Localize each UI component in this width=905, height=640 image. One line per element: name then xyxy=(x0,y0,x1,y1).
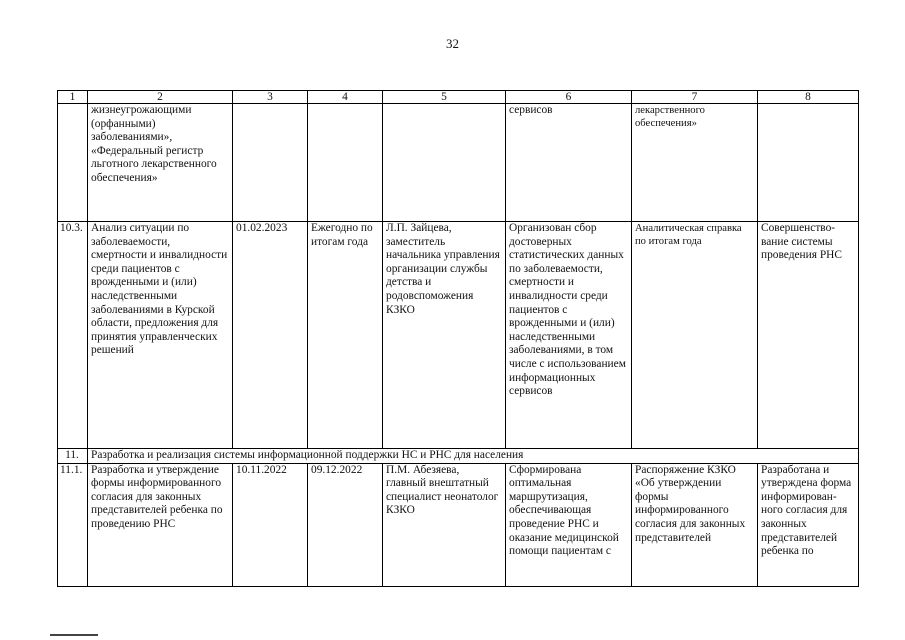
end-date-cell: 09.12.2022 xyxy=(308,463,383,586)
document-cell: Распоряжение КЗКО «Об утверждении формы информированного согласия для законных представителей xyxy=(632,463,758,586)
responsible-cell: Л.П. Зайцева, заместитель начальника управления организации службы детства и родовспоможения КЗКО xyxy=(383,222,506,449)
start-date-cell: 01.02.2023 xyxy=(233,222,308,449)
header-cell: 6 xyxy=(506,91,632,104)
event-cell: жизнеугрожающими (орфанными) заболеваниями», «Федеральный регистр льготного лекарственного обеспечения» xyxy=(88,104,233,222)
outcome-cell: Совершенство-вание системы проведения РНС xyxy=(758,222,859,449)
section-row xyxy=(58,449,859,464)
result-cell: Сформирована оптимальная маршрутизация, обеспечивающая проведение РНС и оказание медицинской помощи пациентам с xyxy=(506,463,632,586)
start-date-cell: 10.11.2022 xyxy=(233,463,308,586)
section-title: Разработка и реализация системы информационной поддержки НС и РНС для населения xyxy=(88,449,859,464)
document-cell: лекарственного обеспечения» xyxy=(632,104,758,222)
header-cell: 8 xyxy=(758,91,859,104)
section-number: 11. xyxy=(58,449,88,464)
end-date-cell xyxy=(308,104,383,222)
header-cell: 7 xyxy=(632,91,758,104)
header-cell: 1 xyxy=(58,91,88,104)
page-number: 32 xyxy=(446,36,459,51)
table-header-row xyxy=(58,91,859,104)
header-cell: 4 xyxy=(308,91,383,104)
table-row xyxy=(58,104,859,222)
plan-table xyxy=(57,90,859,587)
row-number: 10.3. xyxy=(58,222,88,449)
result-cell: Организован сбор достоверных статистических данных по заболеваемости, смертности и инвалидности среди пациентов с врожденными и (или) наследственными заболеваниями, в том числе с использованием информационных сервисов xyxy=(506,222,632,449)
row-number: 11.1. xyxy=(58,463,88,586)
event-cell: Разработка и утверждение формы информированного согласия для законных представителей ребенка по проведению РНС xyxy=(88,463,233,586)
outcome-cell xyxy=(758,104,859,222)
table-row xyxy=(58,222,859,449)
start-date-cell xyxy=(233,104,308,222)
footer-line xyxy=(50,634,98,636)
responsible-cell xyxy=(383,104,506,222)
header-cell: 3 xyxy=(233,91,308,104)
responsible-cell: П.М. Абезяева, главный внештатный специалист неонатолог КЗКО xyxy=(383,463,506,586)
row-number xyxy=(58,104,88,222)
header-cell: 2 xyxy=(88,91,233,104)
end-date-cell: Ежегодно по итогам года xyxy=(308,222,383,449)
event-cell: Анализ ситуации по заболеваемости, смертности и инвалидности среди пациентов с врожденными и (или) наследственными заболеваниями в Курской области, предложения для принятия управленческих решений xyxy=(88,222,233,449)
result-cell: сервисов xyxy=(506,104,632,222)
outcome-cell: Разработана и утверждена форма информирован-ного согласия для законных представителей ребенка по xyxy=(758,463,859,586)
document-cell: Аналитическая справка по итогам года xyxy=(632,222,758,449)
table-row xyxy=(58,463,859,586)
header-cell: 5 xyxy=(383,91,506,104)
